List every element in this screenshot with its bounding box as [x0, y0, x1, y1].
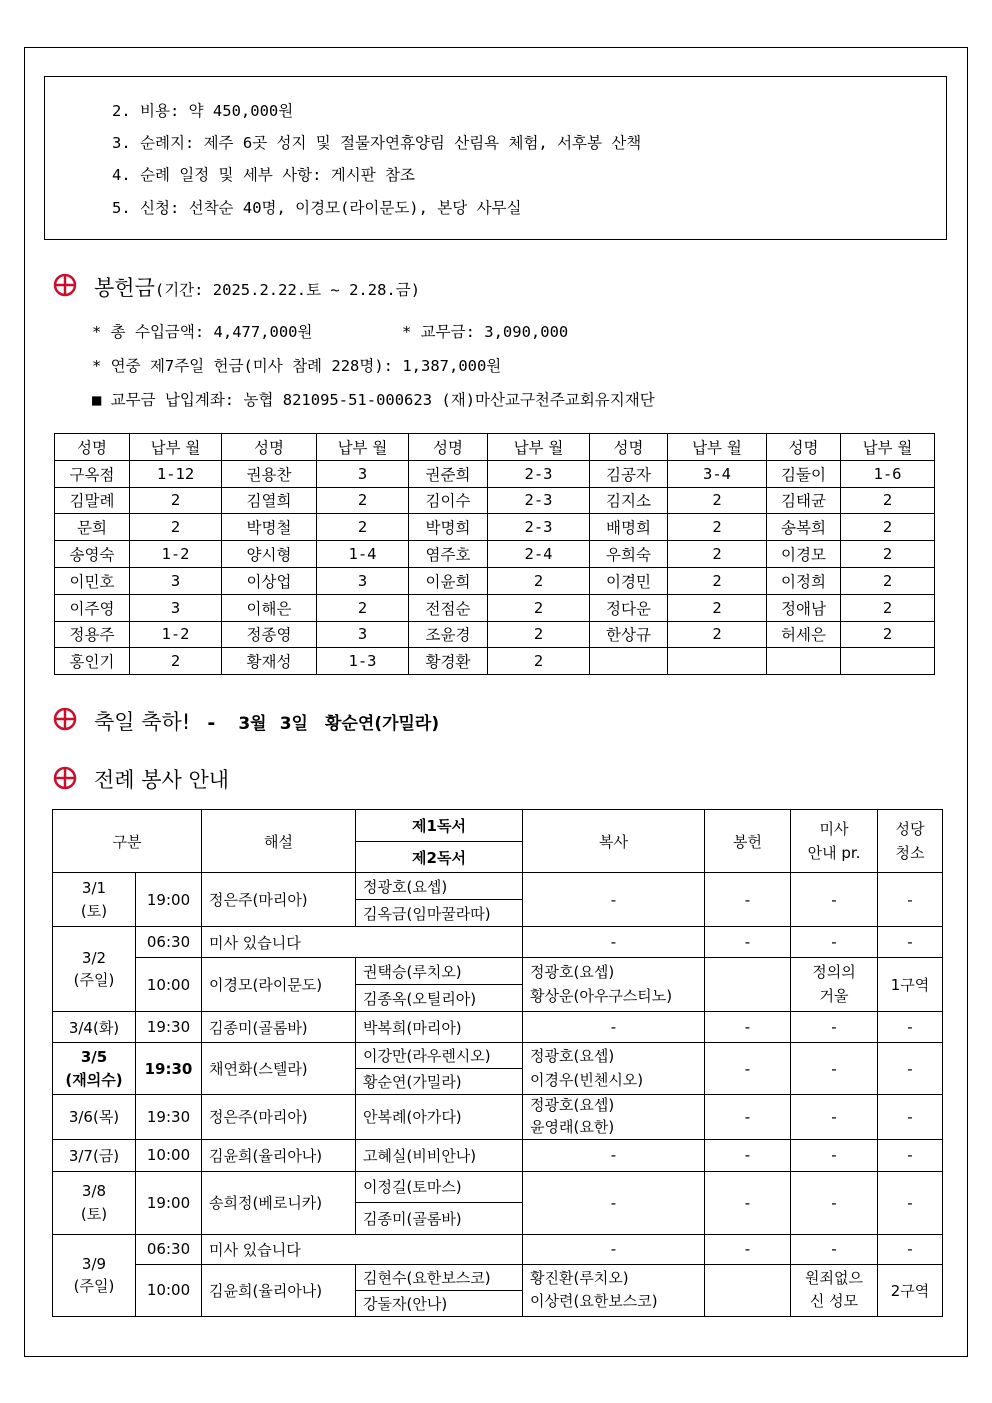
schedule-row-0307 [53, 1139, 943, 1171]
donor-name: 황경환 [409, 648, 488, 675]
offertory-cell: - [705, 873, 791, 927]
time-cell: 19:30 [136, 1043, 202, 1095]
donor-row [55, 621, 935, 648]
donor-months: 2 [130, 487, 222, 514]
guide-cell: - [791, 1043, 878, 1095]
altar-server-2: 윤영래(요한) [530, 1117, 615, 1136]
guide-cell [791, 958, 878, 1012]
header-cleaning [878, 810, 943, 873]
payment-account: ■ 교무금 납입계좌: 농협 821095-51-000623 (재)마산교구천주교회유지재단 [92, 391, 655, 409]
altar-server-2: 이상련(요한보스코) [530, 1292, 658, 1310]
donor-name: 이경모 [767, 541, 841, 568]
altar-cell: - [523, 873, 705, 927]
donor-name: 구옥점 [55, 460, 130, 487]
donor-months: 2 [668, 487, 767, 514]
reading2-cell: 김종미(골롬바) [356, 1202, 523, 1234]
donor-months: 2 [488, 648, 590, 675]
offertory-cell: - [705, 1139, 791, 1171]
donor-name: 정애남 [767, 594, 841, 621]
date-cell: 3/6(목) [53, 1095, 136, 1140]
donor-months: 2 [668, 567, 767, 594]
cleaning-cell: - [878, 1095, 943, 1140]
altar-server-1: 정광호(요셉) [530, 963, 615, 982]
reading1-cell: 이강만(라우렌시오) [356, 1043, 523, 1069]
donor-months: 2 [668, 541, 767, 568]
date-cell [53, 1043, 136, 1095]
offertory-cell: - [705, 1095, 791, 1140]
offering-heading [94, 272, 420, 302]
guide-cell: - [791, 1139, 878, 1171]
donor-months: 2 [488, 621, 590, 648]
reading1-cell: 권택승(루치오) [356, 958, 523, 985]
donor-months: 2 [130, 514, 222, 541]
donor-months: 1-3 [317, 648, 409, 675]
donor-name: 이경민 [590, 567, 668, 594]
header-name: 성명 [767, 434, 841, 461]
donor-name: 권준희 [409, 460, 488, 487]
header-month: 납부 월 [841, 434, 935, 461]
donor-months: 2 [668, 594, 767, 621]
altar-cell: - [523, 1171, 705, 1234]
date-cell: 3/4(화) [53, 1012, 136, 1043]
donor-name: 김공자 [590, 460, 668, 487]
donor-name: 정종영 [222, 621, 317, 648]
guide-cell [791, 1264, 878, 1316]
schedule-row-0306 [53, 1095, 943, 1140]
reading1-cell: 이정길(토마스) [356, 1171, 523, 1202]
header-month: 납부 월 [317, 434, 409, 461]
donor-table [54, 433, 935, 675]
donor-months: 3 [130, 594, 222, 621]
reading2-cell: 김옥금(임마꿀라따) [356, 900, 523, 927]
donor-months [841, 648, 935, 675]
reading-cell: 고혜실(비비안나) [356, 1139, 523, 1171]
donor-months: 2 [841, 541, 935, 568]
feast-person: 황순연(가밀라) [325, 714, 440, 734]
special-collection: * 연중 제7주일 헌금(미사 참례 228명): 1,387,000원 [92, 357, 502, 375]
commentary-cell: 송희정(베로니카) [202, 1171, 356, 1234]
time-cell: 19:30 [136, 1095, 202, 1140]
time-cell: 19:30 [136, 1012, 202, 1043]
donor-months: 2-3 [488, 514, 590, 541]
donor-months: 1-6 [841, 460, 935, 487]
donor-row [55, 541, 935, 568]
pilgrimage-cost: 2. 비용: 약 450,000원 [112, 102, 294, 120]
donor-name: 김둘이 [767, 460, 841, 487]
schedule-row-0302b [53, 958, 943, 985]
schedule-row-0304 [53, 1012, 943, 1043]
date-line1: 3/9 [81, 1254, 107, 1273]
cleaning-cell: - [878, 873, 943, 927]
cleaning-cell: 1구역 [878, 958, 943, 1012]
altar-cell [523, 1095, 705, 1140]
liturgy-title: 전례 봉사 안내 [94, 768, 230, 792]
header-reading1: 제1독서 [356, 810, 523, 842]
mass-note-cell: 미사 있습니다 [202, 927, 523, 958]
donor-months: 2-3 [488, 487, 590, 514]
feast-title: 축일 축하! [94, 710, 191, 734]
reading-cell: 박복희(마리아) [356, 1012, 523, 1043]
donor-row [55, 514, 935, 541]
offertory-cell: - [705, 1234, 791, 1264]
header-cleaning-line1: 성당 [895, 820, 925, 838]
donor-name: 송복희 [767, 514, 841, 541]
donor-name: 문희 [55, 514, 130, 541]
schedule-row-0309b [53, 1264, 943, 1290]
donor-name: 정다운 [590, 594, 668, 621]
donor-name: 허세은 [767, 621, 841, 648]
altar-server-1: 황진환(루치오) [530, 1268, 629, 1287]
liturgy-schedule-table [52, 809, 943, 1317]
cross-circle-icon [53, 273, 77, 297]
donor-months: 2 [488, 594, 590, 621]
pilgrimage-sites: 3. 순례지: 제주 6곳 성지 및 절물자연휴양림 산림욕 체험, 서후봉 산책 [112, 134, 642, 152]
parish-due: * 교무금: 3,090,000 [402, 323, 569, 341]
feast-month: 3월 [238, 714, 267, 734]
donor-name: 황재성 [222, 648, 317, 675]
header-name: 성명 [409, 434, 488, 461]
total-income: * 총 수입금액: 4,477,000원 [92, 323, 313, 341]
commentary-cell: 정은주(마리아) [202, 1095, 356, 1140]
donor-months: 1-4 [317, 541, 409, 568]
offertory-cell [705, 1264, 791, 1316]
donor-months: 2 [317, 594, 409, 621]
altar-server-2: 이경우(빈첸시오) [530, 1070, 644, 1089]
donor-months: 2 [488, 567, 590, 594]
feast-day: 3일 [279, 714, 308, 734]
header-month: 납부 월 [668, 434, 767, 461]
cleaning-cell: - [878, 927, 943, 958]
donor-name: 박명철 [222, 514, 317, 541]
date-line2: (주일) [73, 1277, 115, 1295]
donor-months: 2 [317, 514, 409, 541]
header-mass-guide-line1: 미사 [819, 820, 849, 838]
altar-server-2: 황상운(아우구스티노) [530, 986, 673, 1005]
date-line1: 3/8 [81, 1182, 107, 1200]
donor-row [55, 487, 935, 514]
donor-months: 3 [130, 567, 222, 594]
donor-months: 2 [317, 487, 409, 514]
altar-server-1: 정광호(요셉) [530, 1047, 615, 1066]
donor-months: 2 [841, 514, 935, 541]
altar-cell [523, 1264, 705, 1316]
schedule-row-0302a [53, 927, 943, 958]
offertory-cell: - [705, 1012, 791, 1043]
header-month: 납부 월 [488, 434, 590, 461]
date-line1: 3/5 [80, 1048, 108, 1066]
donor-name: 김이수 [409, 487, 488, 514]
date-line1: 3/2 [81, 948, 107, 967]
donor-name: 이민호 [55, 567, 130, 594]
schedule-row-0308 [53, 1171, 943, 1202]
donor-name: 김지소 [590, 487, 668, 514]
donor-name: 양시형 [222, 541, 317, 568]
pilgrimage-schedule: 4. 순례 일정 및 세부 사항: 게시판 참조 [112, 166, 415, 184]
reading2-cell: 김종옥(오틸리아) [356, 985, 523, 1012]
commentary-cell: 이경모(라이문도) [202, 958, 356, 1012]
cleaning-cell: 2구역 [878, 1264, 943, 1316]
altar-cell: - [523, 927, 705, 958]
commentary-cell: 채연화(스텔라) [202, 1043, 356, 1095]
header-mass-guide-line2: 안내 pr. [807, 844, 861, 862]
donor-name [767, 648, 841, 675]
donor-months: 2 [668, 514, 767, 541]
donor-months: 1-12 [130, 460, 222, 487]
schedule-row-0301 [53, 873, 943, 900]
date-line2: (토) [80, 1204, 108, 1223]
time-cell: 06:30 [136, 927, 202, 958]
donor-months: 2 [668, 621, 767, 648]
altar-cell: - [523, 1012, 705, 1043]
reading-cell: 안복례(아가다) [356, 1095, 523, 1140]
time-cell: 06:30 [136, 1234, 202, 1264]
donor-row [55, 567, 935, 594]
date-cell [53, 1234, 136, 1316]
guide-cell: - [791, 1171, 878, 1234]
donor-name: 우희숙 [590, 541, 668, 568]
altar-cell [523, 1043, 705, 1095]
feast-dash: - [207, 712, 216, 734]
donor-row [55, 648, 935, 675]
header-name: 성명 [55, 434, 130, 461]
pilgrimage-application: 5. 신청: 선착순 40명, 이경모(라이문도), 본당 사무실 [112, 199, 522, 217]
commentary-cell: 김윤희(율리아나) [202, 1264, 356, 1316]
date-line1: 3/1 [81, 879, 107, 897]
guide-cell: - [791, 873, 878, 927]
altar-server-1: 정광호(요셉) [530, 1096, 615, 1114]
header-mass-guide [791, 810, 878, 873]
cleaning-cell: - [878, 1043, 943, 1095]
guide-cell: - [791, 1012, 878, 1043]
header-altar: 복사 [523, 810, 705, 873]
schedule-row-0305 [53, 1043, 943, 1069]
date-line2: (주일) [73, 971, 115, 989]
offertory-cell: - [705, 1171, 791, 1234]
altar-cell: - [523, 1139, 705, 1171]
header-name: 성명 [590, 434, 668, 461]
offertory-cell [705, 958, 791, 1012]
donor-months: 1-2 [130, 621, 222, 648]
date-cell [53, 1171, 136, 1234]
donor-months: 2 [841, 567, 935, 594]
cross-circle-icon [53, 707, 77, 731]
donor-months [668, 648, 767, 675]
reading1-cell: 김현수(요한보스코) [356, 1264, 523, 1290]
header-cleaning-line2: 청소 [895, 844, 925, 862]
date-cell: 3/7(금) [53, 1139, 136, 1171]
schedule-header-row [53, 810, 943, 842]
donor-name: 김열희 [222, 487, 317, 514]
header-commentary: 해설 [202, 810, 356, 873]
guide-cell: - [791, 927, 878, 958]
date-cell [53, 927, 136, 1012]
donor-name: 이해은 [222, 594, 317, 621]
donor-months: 2 [841, 487, 935, 514]
donor-months: 2-3 [488, 460, 590, 487]
donor-months: 2-4 [488, 541, 590, 568]
time-cell: 19:00 [136, 873, 202, 927]
reading1-cell: 정광호(요셉) [356, 873, 523, 900]
guide-cell: - [791, 1234, 878, 1264]
date-line2: (재의수) [65, 1070, 123, 1089]
header-offertory: 봉헌 [705, 810, 791, 873]
donor-months: 2 [130, 648, 222, 675]
offertory-cell: - [705, 927, 791, 958]
header-division: 구분 [53, 810, 202, 873]
donor-name: 송영숙 [55, 541, 130, 568]
donor-name: 염주호 [409, 541, 488, 568]
donor-row [55, 594, 935, 621]
offering-period: (기간: 2025.2.22.토 ~ 2.28.금) [154, 281, 421, 299]
donor-months: 3-4 [668, 460, 767, 487]
donor-months: 3 [317, 460, 409, 487]
reading2-cell: 강둘자(안나) [356, 1290, 523, 1316]
commentary-cell: 김종미(골롬바) [202, 1012, 356, 1043]
schedule-row-0309a [53, 1234, 943, 1264]
donor-name: 이주영 [55, 594, 130, 621]
donor-months: 2 [841, 621, 935, 648]
donor-header-row [55, 434, 935, 461]
donor-name: 한상규 [590, 621, 668, 648]
donor-name: 김말례 [55, 487, 130, 514]
commentary-cell: 김윤희(율리아나) [202, 1139, 356, 1171]
guide-line1: 정의의 [812, 963, 856, 982]
mass-note-cell: 미사 있습니다 [202, 1234, 523, 1264]
donor-name: 조윤경 [409, 621, 488, 648]
date-line2: (토) [80, 901, 108, 920]
time-cell: 10:00 [136, 958, 202, 1012]
time-cell: 19:00 [136, 1171, 202, 1234]
cross-circle-icon [53, 766, 77, 790]
time-cell: 10:00 [136, 1139, 202, 1171]
cleaning-cell: - [878, 1139, 943, 1171]
donor-months: 1-2 [130, 541, 222, 568]
donor-name: 배명희 [590, 514, 668, 541]
guide-line1: 원죄없으 [805, 1268, 863, 1287]
altar-cell [523, 958, 705, 1012]
header-month: 납부 월 [130, 434, 222, 461]
feast-heading [94, 706, 439, 736]
time-cell: 10:00 [136, 1264, 202, 1316]
donor-row [55, 460, 935, 487]
donor-name [590, 648, 668, 675]
donor-months: 3 [317, 621, 409, 648]
cleaning-cell: - [878, 1012, 943, 1043]
altar-cell: - [523, 1234, 705, 1264]
donor-name: 박명희 [409, 514, 488, 541]
guide-line2: 신 성모 [809, 1292, 859, 1310]
donor-name: 이상업 [222, 567, 317, 594]
donor-name: 정용주 [55, 621, 130, 648]
donor-months: 3 [317, 567, 409, 594]
cleaning-cell: - [878, 1234, 943, 1264]
donor-name: 이정희 [767, 567, 841, 594]
header-name: 성명 [222, 434, 317, 461]
cleaning-cell: - [878, 1171, 943, 1234]
donor-name: 이윤희 [409, 567, 488, 594]
date-cell [53, 873, 136, 927]
donor-name: 홍인기 [55, 648, 130, 675]
header-reading2: 제2독서 [356, 842, 523, 873]
reading2-cell: 황순연(가밀라) [356, 1069, 523, 1095]
commentary-cell: 정은주(마리아) [202, 873, 356, 927]
offering-title: 봉헌금 [94, 276, 155, 300]
donor-months: 2 [841, 594, 935, 621]
offertory-cell: - [705, 1043, 791, 1095]
guide-cell: - [791, 1095, 878, 1140]
guide-line2: 거울 [819, 986, 849, 1005]
donor-name: 전점순 [409, 594, 488, 621]
donor-name: 김태균 [767, 487, 841, 514]
donor-name: 권용찬 [222, 460, 317, 487]
